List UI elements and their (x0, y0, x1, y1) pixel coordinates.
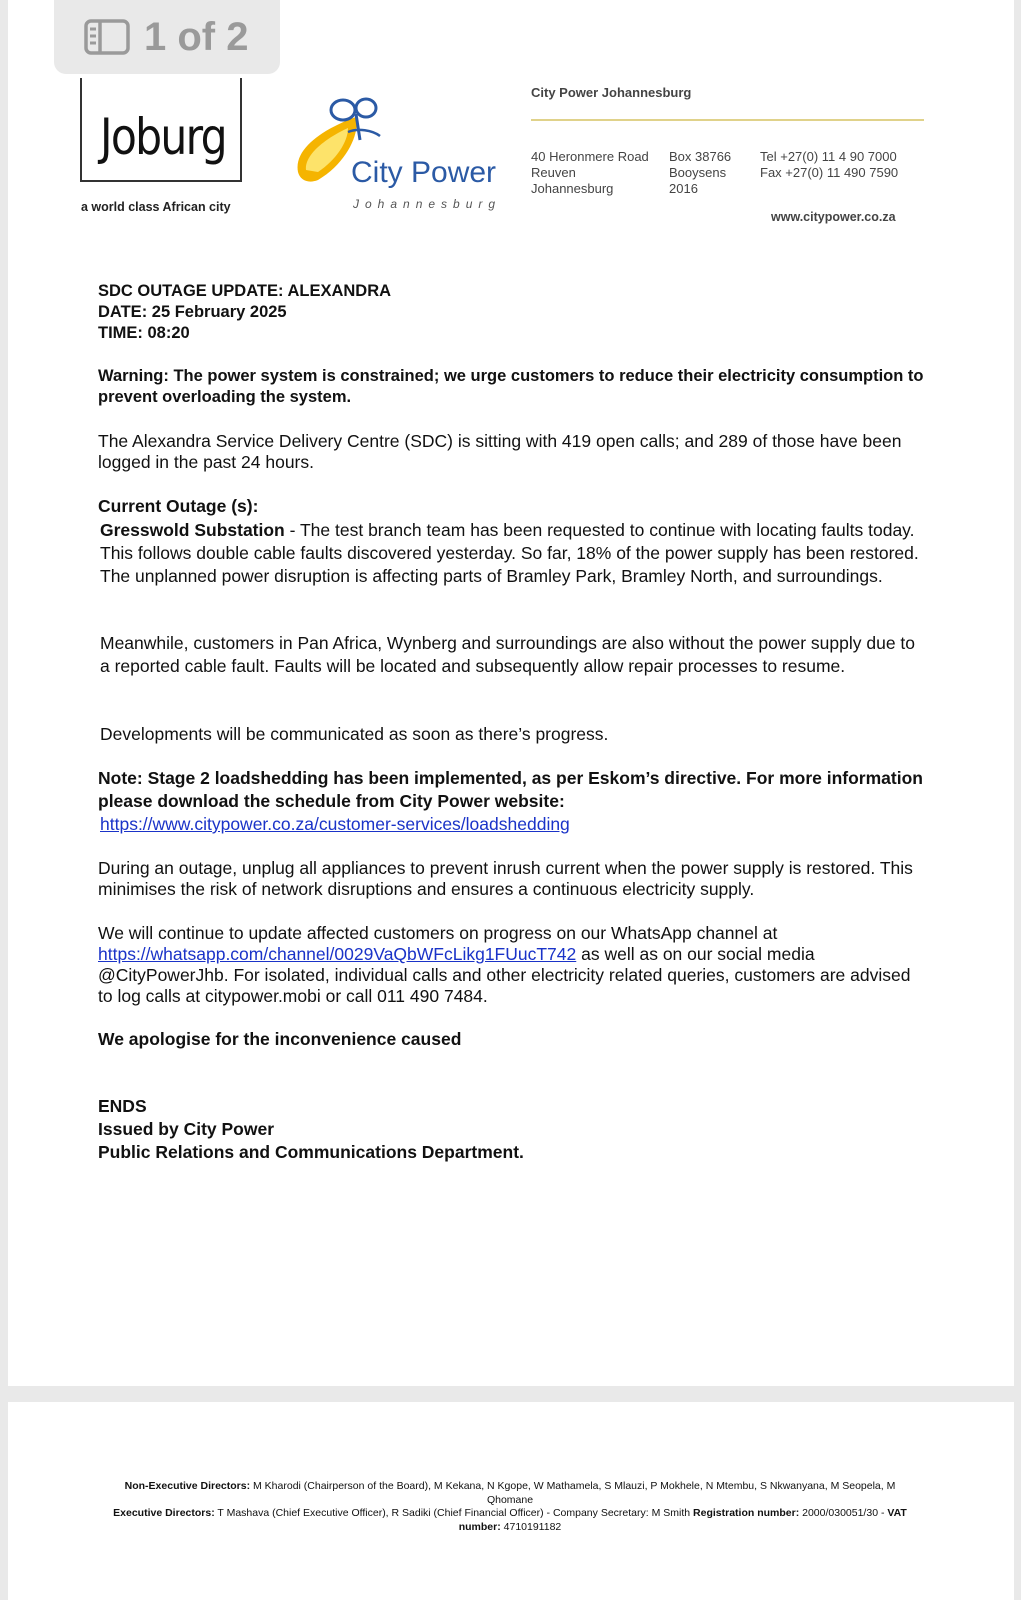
page-count-label: 1 of 2 (144, 14, 249, 59)
notice-time: TIME: 08:20 (98, 324, 190, 342)
joburg-tagline: a world class African city (81, 200, 231, 214)
website-url: www.citypower.co.za (771, 210, 896, 224)
page-indicator[interactable] (54, 0, 280, 74)
company-name: City Power Johannesburg (531, 85, 692, 100)
developments-paragraph: Developments will be communicated as soon as there’s progress. (100, 724, 609, 744)
gresswold-paragraph (100, 519, 928, 588)
unplug-advice-paragraph: During an outage, unplug all appliances to prevent inrush current when the power supply is restored. This minimises the risk of network disruptions and ensures a continuous electricity supply. (98, 858, 913, 899)
header-divider (531, 119, 924, 121)
whatsapp-channel-link[interactable]: https://whatsapp.com/channel/0029VaQbWFcLikg1FUucT742 (98, 944, 577, 964)
loadshedding-link[interactable]: https://www.citypower.co.za/customer-services/loadshedding (100, 814, 570, 834)
ends-marker: ENDS (98, 1096, 147, 1116)
loadshedding-note: Note: Stage 2 loadshedding has been implemented, as per Eskom’s directive. For more information please download the schedule from City Power website: (98, 768, 923, 811)
current-outage-heading: Current Outage (s): (98, 496, 259, 516)
department-name: Public Relations and Communications Department. (98, 1142, 524, 1162)
meanwhile-paragraph: Meanwhile, customers in Pan Africa, Wynberg and surroundings are also without the power supply due to a reported cable fault. Faults will be located and subsequently allow repair processes to resume. (100, 633, 916, 676)
sidebar-toggle-icon[interactable] (84, 19, 130, 55)
city-power-subtitle: Johannesburg (353, 197, 502, 211)
notice-date: DATE: 25 February 2025 (98, 303, 287, 321)
gresswold-text: - The test branch team has been requested to continue with locating faults today. This follows double cable faults discovered yesterday. So far, 18% of the power supply has been restored. The unplanned power disruption is affecting parts of Bramley Park, Bramley North, and surroundings. (100, 520, 919, 586)
gresswold-label: Gresswold Substation (100, 520, 285, 540)
contact-numbers: Tel +27(0) 11 4 90 7000 Fax +27(0) 11 490 7590 (760, 149, 899, 180)
company-footer (110, 1480, 910, 1534)
joburg-logo: Joburg (100, 108, 226, 166)
postal-address: Box 38766 Booysens 2016 (669, 149, 732, 196)
executive-directors: Executive Directors: T Mashava (Chief Executive Officer), R Sadiki (Chief Financial Officer) - Company Secretary: M Smith Registration number: 2000/030051/30 - VAT number: 4710191182 (113, 1507, 907, 1533)
notice-title: SDC OUTAGE UPDATE: ALEXANDRA (98, 282, 392, 300)
document-page-1 (8, 0, 1014, 1386)
issued-by: Issued by City Power (98, 1119, 275, 1139)
non-executive-directors: Non-Executive Directors: M Kharodi (Chairperson of the Board), M Kekana, N Kgope, W Mathamela, S Mlauzi, P Mokhele, N Mtembu, S Nkwanyana, M Seopela, M Qhomane (124, 1480, 896, 1506)
city-power-wordmark: City Power (351, 156, 497, 189)
apology-line: We apologise for the inconvenience caused (98, 1029, 462, 1049)
warning-paragraph: Warning: The power system is constrained; we urge customers to reduce their electricity consumption to prevent overloading the system. (98, 367, 924, 406)
street-address: 40 Heronmere Road Reuven Johannesburg (531, 149, 649, 196)
sdc-status-paragraph: The Alexandra Service Delivery Centre (SDC) is sitting with 419 open calls; and 289 of those have been logged in the past 24 hours. (98, 431, 902, 472)
whatsapp-paragraph: We will continue to update affected customers on progress on our WhatsApp channel at https://whatsapp.com/channel/0029VaQbWFcLikg1FUucT742 as well as on our social media @CityPowerJhb. For isolated, individual calls and other electricity related queries, customers are advised to log calls at citypower.mobi or call 011 490 7484. (98, 923, 911, 1006)
